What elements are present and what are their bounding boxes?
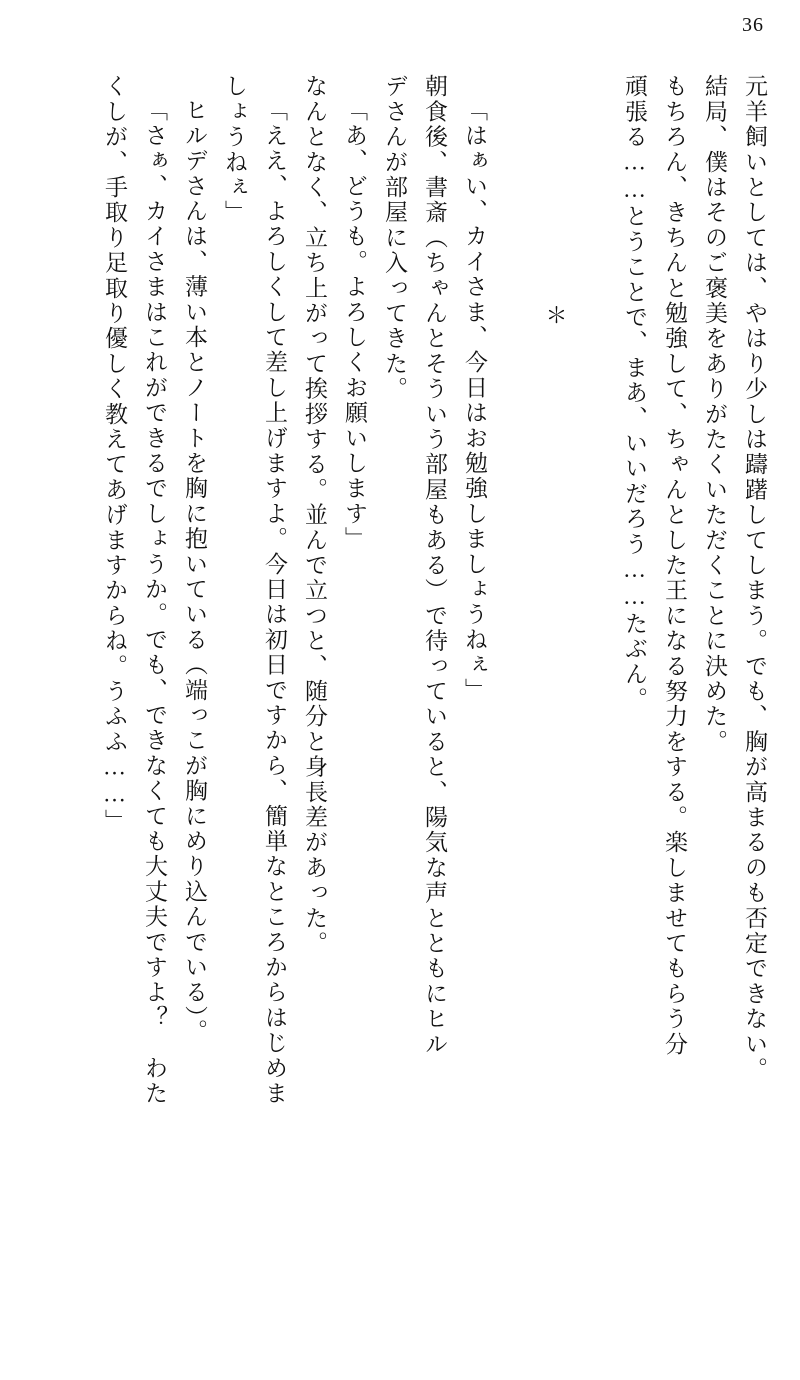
spacer-column bbox=[486, 74, 526, 1174]
text-line: 元羊飼いとしては、やはり少しは躊躇してしまう。でも、胸が高まるのも否定できない。 bbox=[742, 74, 767, 1082]
text-line: 「さぁ、カイさまはこれができるでしょうか。でも、できなくても大丈夫ですよ？ わた bbox=[142, 98, 167, 1106]
scene-break-marker: ＊ bbox=[543, 304, 568, 326]
text-line: もちろん、きちんと勉強して、ちゃんとした王になる努力をする。楽しませてもらう分 bbox=[662, 74, 687, 1057]
text-line: 「あ、どうも。よろしくお願いします」 bbox=[342, 98, 367, 552]
text-line: 頑張る……とうことで、まあ、いいだろう……たぶん。 bbox=[622, 74, 647, 712]
text-line: 朝食後、書斎（ちゃんとそういう部屋もある）で待っていると、陽気な声とともにヒル bbox=[422, 74, 447, 1057]
page-number: 36 bbox=[742, 14, 764, 36]
text-line: 結局、僕はそのご褒美をありがたくいただくことに決めた。 bbox=[702, 74, 727, 755]
text-line: 「はぁい、カイさま、今日はお勉強しましょうねぇ」 bbox=[462, 98, 487, 703]
text-line: ヒルデさんは、薄い本とノートを胸に抱いている（端っこが胸にめり込んでいる）。 bbox=[182, 98, 207, 1045]
text-line: デさんが部屋に入ってきた。 bbox=[382, 74, 407, 402]
spacer-column bbox=[566, 74, 606, 1174]
text-line: くしが、手取り足取り優しく教えてあげますからね。うふふ……」 bbox=[102, 74, 127, 834]
text-line: しょうねぇ」 bbox=[222, 74, 247, 226]
vertical-text-body bbox=[34, 74, 766, 1176]
text-line: なんとなく、立ち上がって挨拶する。並んで立つと、随分と身長差があった。 bbox=[302, 74, 327, 956]
text-line: 「ええ、よろしくして差し上げますよ。今日は初日ですから、簡単なところからはじめま bbox=[262, 98, 287, 1106]
